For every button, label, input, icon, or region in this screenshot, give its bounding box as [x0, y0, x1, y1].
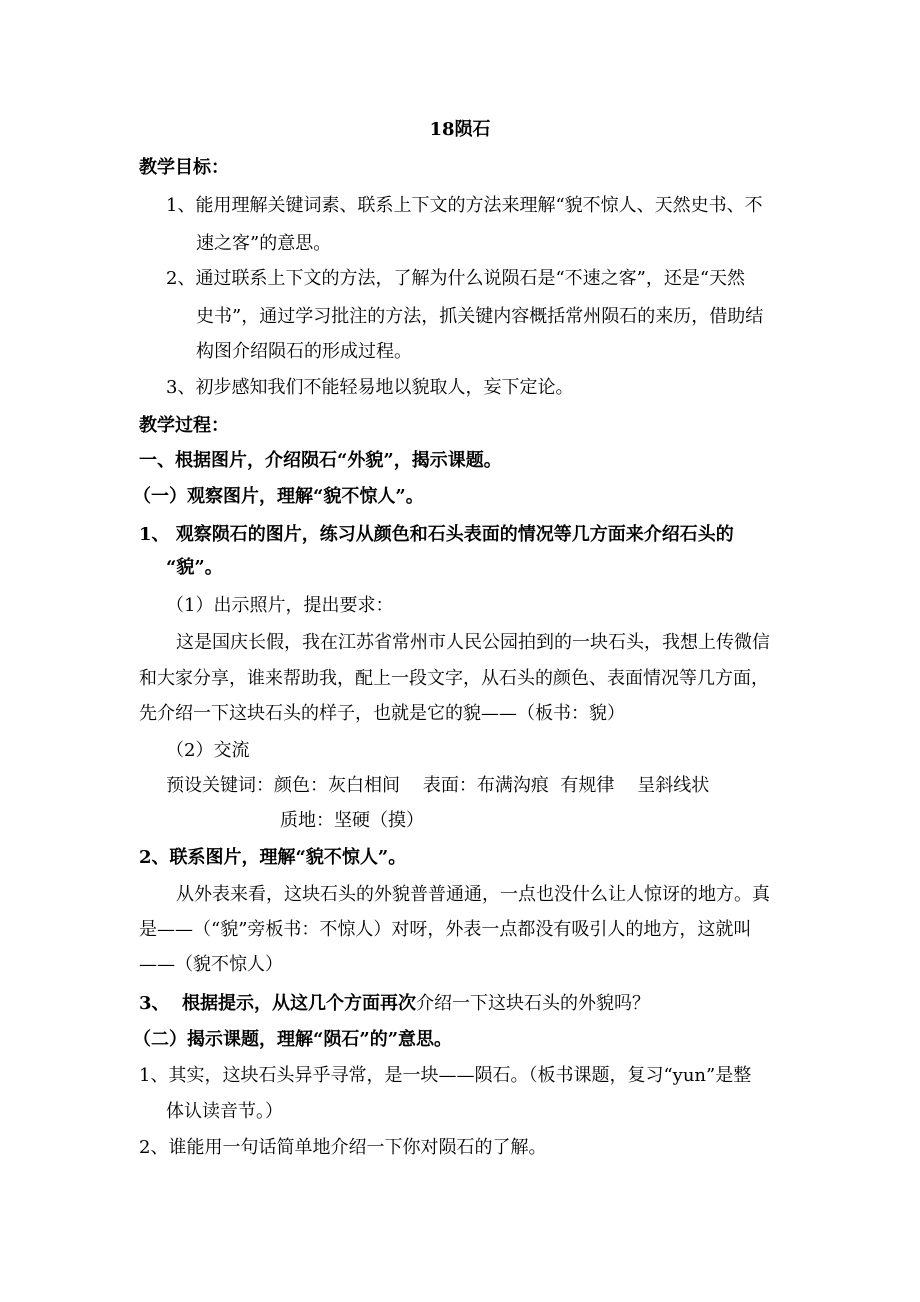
goals-heading: 教学目标：: [139, 157, 229, 178]
paragraph-2-line-3: ——（貌不惊人）: [139, 954, 283, 975]
step-1-2: （2）交流: [166, 740, 250, 761]
keywords-line-2: 质地：坚硬（摸）: [280, 810, 424, 831]
page-title: 18陨石: [429, 119, 491, 140]
step-1-1: （1）出示照片，提出要求：: [166, 595, 394, 616]
paragraph-2-line-1: 从外表来看，这块石头的外貌普普通通，一点也没什么让人惊讶的地方。真: [176, 884, 770, 905]
step-1-line-2: “貌”。: [166, 557, 223, 578]
step-1-line-1: 1、 观察陨石的图片，练习从颜色和石头表面的情况等几方面来介绍石头的: [139, 524, 734, 545]
subsection-1-heading: （一）观察图片，理解“貌不惊人”。: [133, 486, 424, 507]
goal-2-line-3: 构图介绍陨石的形成过程。: [196, 341, 412, 362]
goal-3: 3、初步感知我们不能轻易地以貌取人，妄下定论。: [166, 377, 574, 398]
process-heading: 教学过程：: [139, 415, 229, 436]
step-3-text: 介绍一下这块石头的外貌吗？: [416, 993, 651, 1014]
keywords-line-1: 预设关键词：颜色：灰白相间 表面：布满沟痕 有规律 呈斜线状: [166, 775, 710, 796]
goal-2-line-1: 2、通过联系上下文的方法，了解为什么说陨石是“不速之客”，还是“天然: [166, 268, 746, 289]
subsection-2-item-1-line-2: 体认读音节。）: [166, 1101, 283, 1122]
paragraph-1-line-2: 和大家分享，谁来帮助我，配上一段文字，从石头的颜色、表面情况等几方面，: [139, 668, 769, 689]
goal-2-line-2: 史书”，通过学习批注的方法，抓关键内容概括常州陨石的来历，借助结: [196, 306, 764, 327]
subsection-2-heading: （二）揭示课题，理解“陨石”的”意思。: [133, 1029, 453, 1050]
paragraph-1-line-3: 先介绍一下这块石头的样子，也就是它的貌——（板书：貌）: [139, 703, 625, 724]
step-3: [139, 991, 650, 1017]
goal-1-line-1: 1、能用理解关键词素、联系上下文的方法来理解“貌不惊人、天然史书、不: [166, 195, 763, 216]
subsection-2-item-2: 2、谁能用一句话简单地介绍一下你对陨石的了解。: [139, 1137, 547, 1158]
paragraph-1-line-1: 这是国庆长假，我在江苏省常州市人民公园拍到的一块石头，我想上传微信: [176, 632, 770, 653]
section-1-heading: 一、根据图片，介绍陨石“外貌”，揭示课题。: [139, 450, 502, 471]
step-2-heading: 2、联系图片，理解“貌不惊人”。: [139, 847, 407, 868]
paragraph-2-line-2: 是——（“貌”旁板书：不惊人）对呀，外表一点都没有吸引人的地方，这就叫: [139, 919, 752, 940]
subsection-2-item-1-line-1: 1、其实，这块石头异乎寻常，是一块——陨石。（板书课题，复习“yun”是整: [139, 1065, 752, 1086]
step-3-bold-text: 3、 根据提示，从这几个方面再次: [139, 993, 417, 1014]
goal-1-line-2: 速之客”的意思。: [196, 233, 332, 254]
